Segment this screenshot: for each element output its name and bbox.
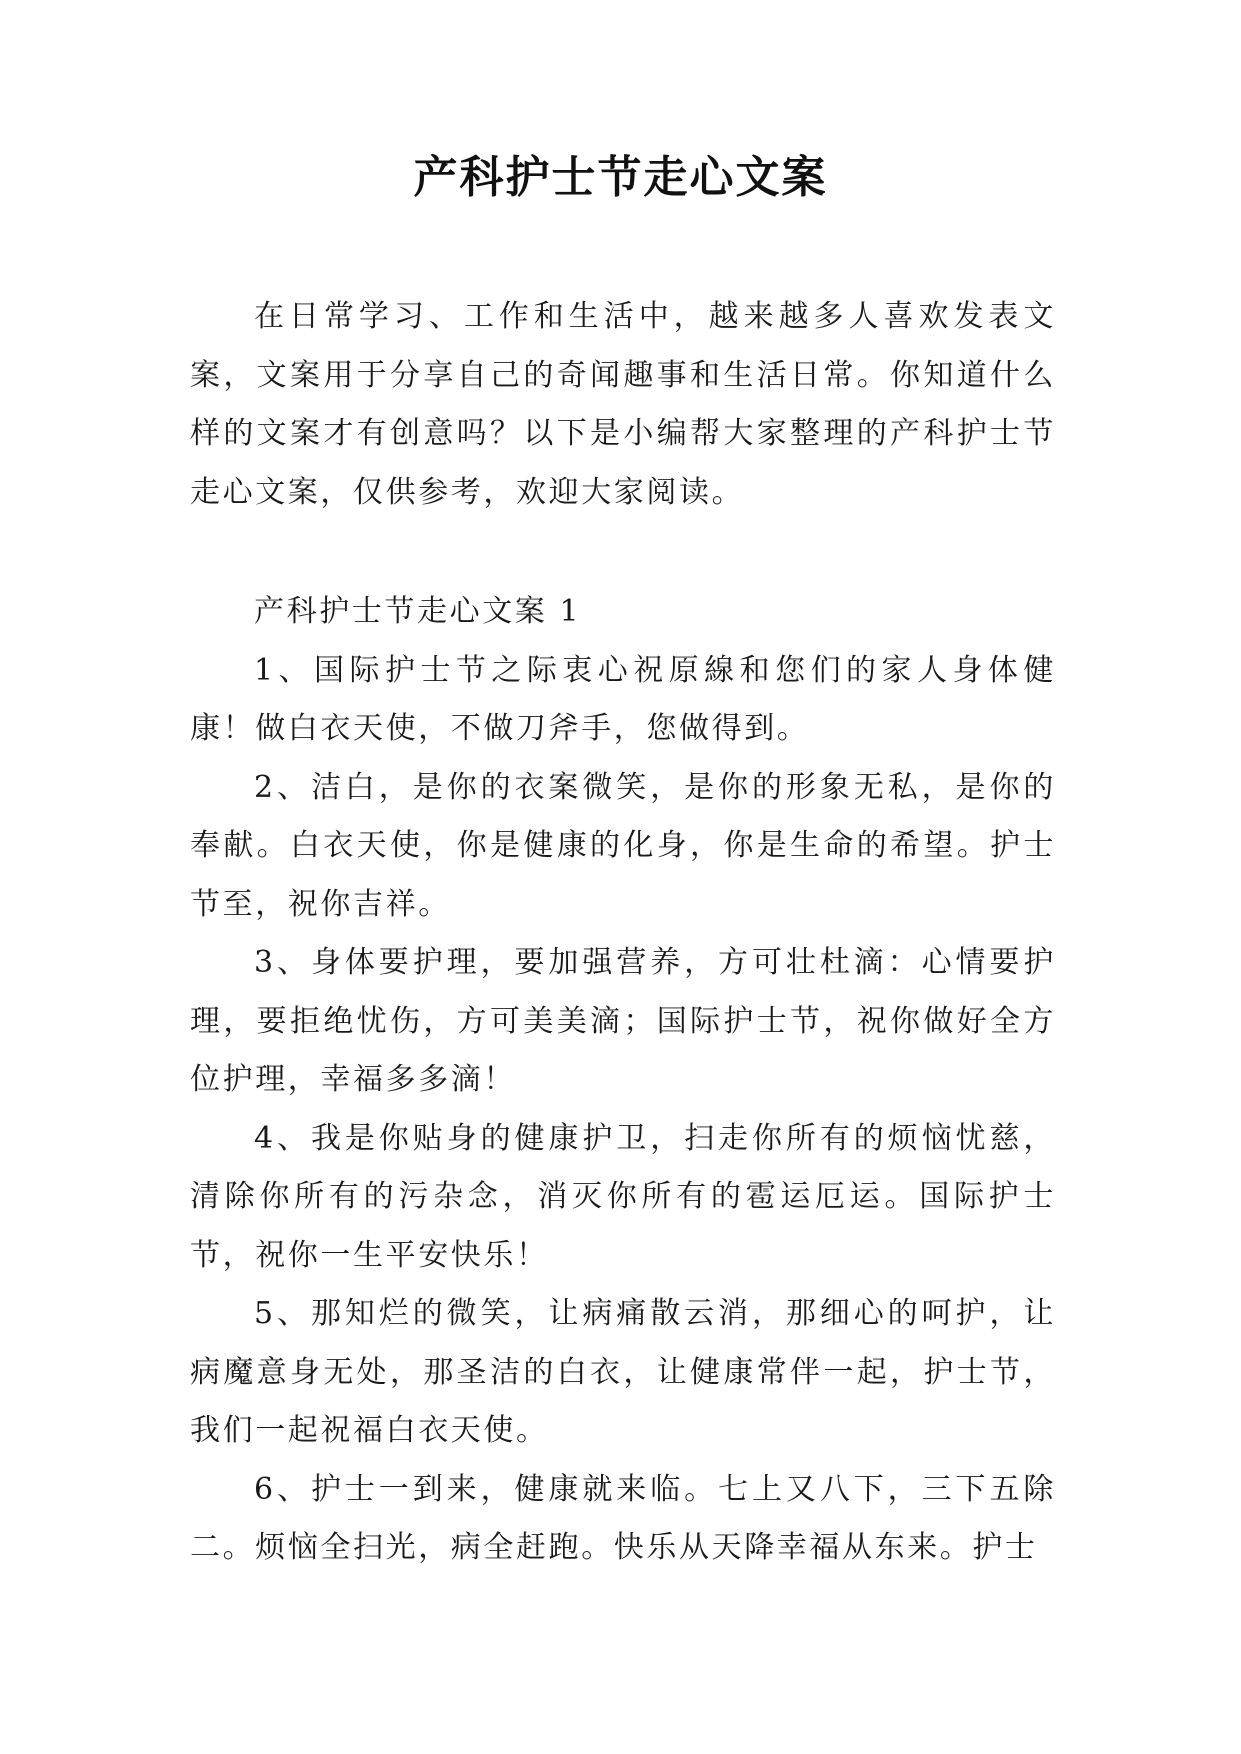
- intro-paragraph: 在日常学习、工作和生活中，越来越多人喜欢发表文案，文案用于分享自己的奇闻趣事和生活日常。你知道什么样的文案才有创意吗？以下是小编帮大家整理的产科护士节走心文案，仅供参考，欢迎大家阅读。: [190, 299, 1056, 510]
- paragraph-6: 6、护士一到来，健康就来临。七上又八下，三下五除二。烦恼全扫光，病全赶跑。快乐从天降幸福从东来。护士: [190, 1471, 1056, 1565]
- section-heading: 产科护士节走心文案 1: [254, 594, 582, 629]
- paragraph-5: 5、那知烂的微笑，让病痛散云消，那细心的呵护，让病魔意身无处，那圣洁的白衣，让健康常伴一起，护士节，我们一起祝福白衣天使。: [190, 1296, 1056, 1448]
- paragraph-3: 3、身体要护理，要加强营养，方可壮杜滴：心情要护理，要拒绝忧伤，方可美美滴；国际护士节，祝你做好全方位护理，幸福多多滴！: [190, 945, 1056, 1097]
- paragraph-1: 1、国际护士节之际衷心祝原線和您们的家人身体健康！做白衣天使，不做刀斧手，您做得到。: [190, 652, 1056, 746]
- document-content: [190, 583, 1056, 1578]
- paragraph-4: 4、我是你贴身的健康护卫，扫走你所有的烦恼忧慈，清除你所有的污杂念，消灭你所有的雹运厄运。国际护士节，祝你一生平安快乐！: [190, 1120, 1056, 1273]
- document-title: 产科护士节走心文案: [413, 152, 828, 203]
- paragraph-2: 2、洁白，是你的衣案微笑，是你的形象无私，是你的奉献。白衣天使，你是健康的化身，你是生命的希望。护士节至，祝你吉祥。: [190, 769, 1056, 922]
